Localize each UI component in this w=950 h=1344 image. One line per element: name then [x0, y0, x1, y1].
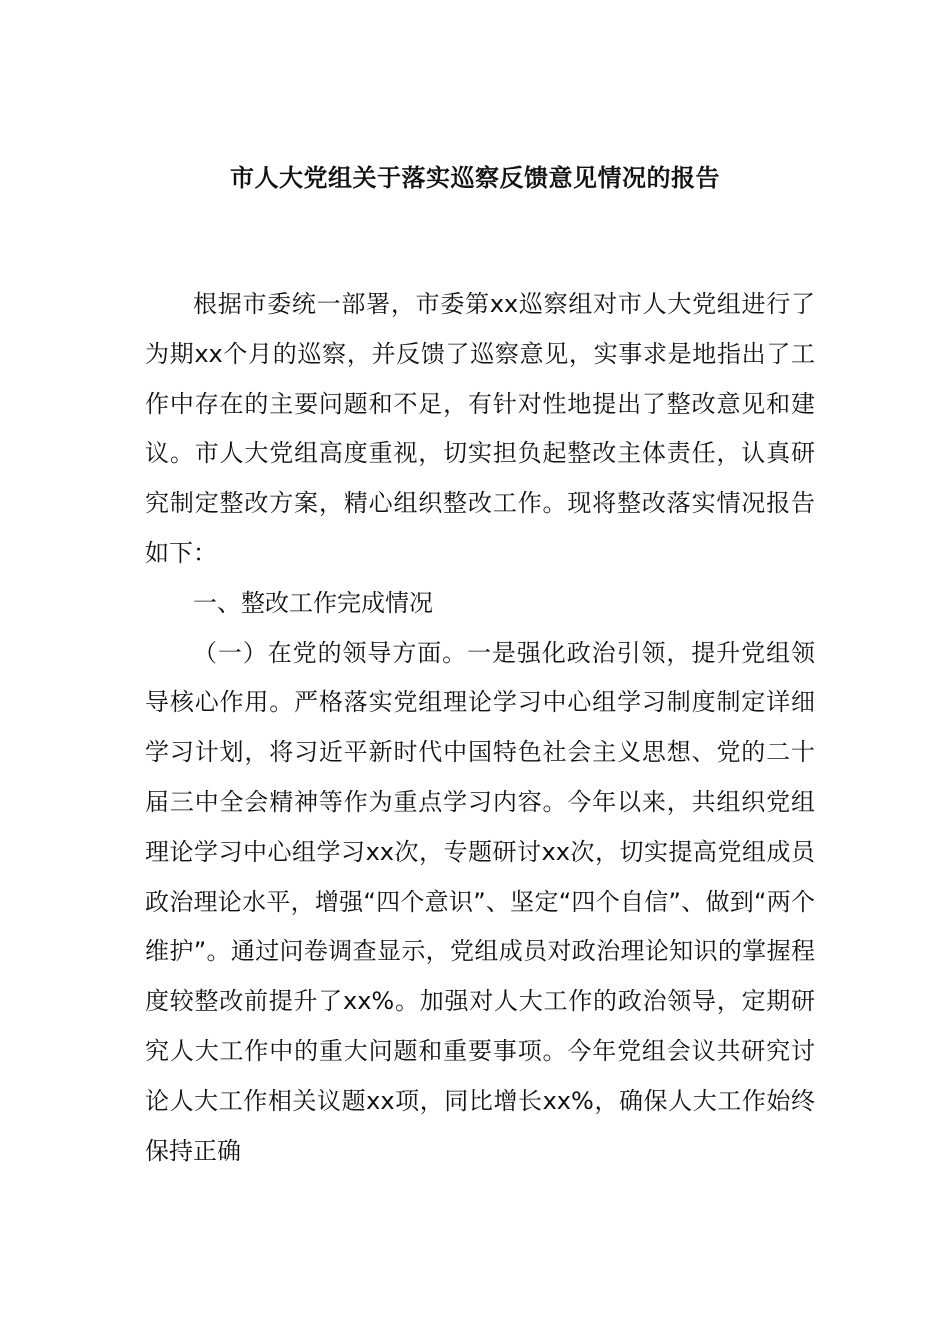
document-body [145, 280, 815, 1176]
section-heading: 一、整改工作完成情况 [193, 588, 433, 617]
paragraph-intro: 根据市委统一部署，市委第xx巡察组对市人大党组进行了为期xx个月的巡察，并反馈了巡察意见，实事求是地指出了工作中存在的主要问题和不足，有针对性地提出了整改意见和建议。市人大党组高度重视，切实担负起整改主体责任，认真研究制定整改方案，精心组织整改工作。现将整改落实情况报告如下： [145, 290, 815, 567]
paragraph-party-leadership: （一）在党的领导方面。一是强化政治引领，提升党组领导核心作用。严格落实党组理论学习中心组学习制度制定详细学习计划，将习近平新时代中国特色社会主义思想、党的二十届三中全会精神等作为重点学习内容。今年以来，共组织党组理论学习中心组学习xx次，专题研讨xx次，切实提高党组成员政治理论水平，增强“四个意识”、坚定“四个自信”、做到“两个维护”。通过问卷调查显示，党组成员对政治理论知识的掌握程度较整改前提升了xx%。加强对人大工作的政治领导，定期研究人大工作中的重大问题和重要事项。今年党组会议共研究讨论人大工作相关议题xx项，同比增长xx%，确保人大工作始终保持正确 [145, 638, 815, 1165]
document-title: 市人大党组关于落实巡察反馈意见情况的报告 [230, 164, 720, 192]
